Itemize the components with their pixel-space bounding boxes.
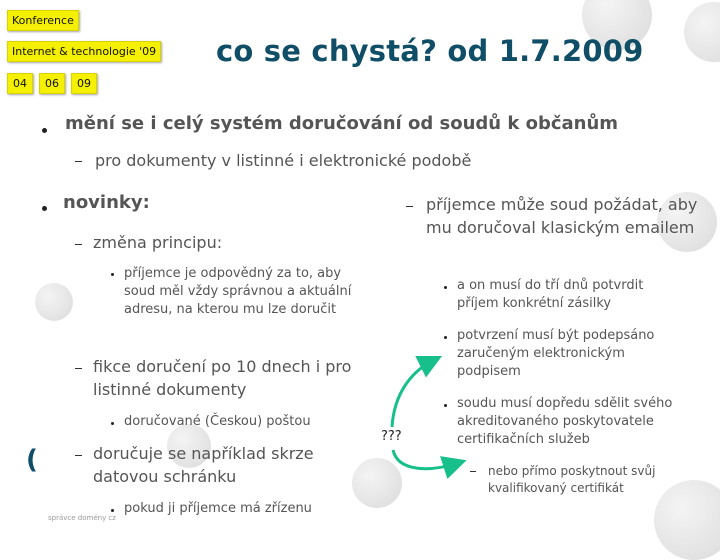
detail-text: nebo přímo poskytnout svůj kvalifikovaný certifikát [488,464,656,495]
logo-mark-icon: ( [26,445,38,475]
slide-title: co se chystá? od 1.7.2009 [216,34,644,68]
detail-text: doručované (Českou) poštou [124,414,311,429]
date-day-tag: 04 [7,73,33,94]
bullet-text: mění se i celý systém doručování od soudů k občanům [65,113,619,134]
detail-text: a on musí do tří dnů potvrdit příjem konkrétní zásilky [457,278,644,311]
date-year-tag: 09 [71,73,97,94]
sub-bullet-text: fikce doručení po 10 dnech i pro listinné dokumenty [93,357,352,399]
event-tag: Internet & technologie '09 [7,41,161,62]
detail-text: potvrzení musí být podepsáno zaručeným elektronickým podpisem [457,328,655,379]
arrow-up [392,360,434,427]
arrow-down [393,450,458,469]
sub-bullet-text: doručuje se například skrze datovou schránku [93,444,314,486]
date-month-tag: 06 [39,73,65,94]
sub-bullet-text: pro dokumenty v listinné i elektronické podobě [95,151,472,170]
detail-text: příjemce je odpovědný za to, aby soud měl vždy správnou a aktuální adresu, na kterou mu lze doručit [124,266,352,317]
question-marks: ??? [381,429,402,444]
detail-text: pokud ji příjemce má zřízenu [124,501,312,516]
conference-tag: Konference [7,10,79,31]
sub-bullet-text: příjemce může soud požádat, aby mu doručoval klasickým emailem [426,195,698,237]
sub-bullet-text: změna principu: [93,233,223,252]
footer-text: správce domény cz [48,514,116,522]
detail-text: soudu musí dopředu sdělit svého akreditovaného poskytovatele certifikačních služeb [457,396,673,447]
bullet-text: novinky: [63,192,150,213]
